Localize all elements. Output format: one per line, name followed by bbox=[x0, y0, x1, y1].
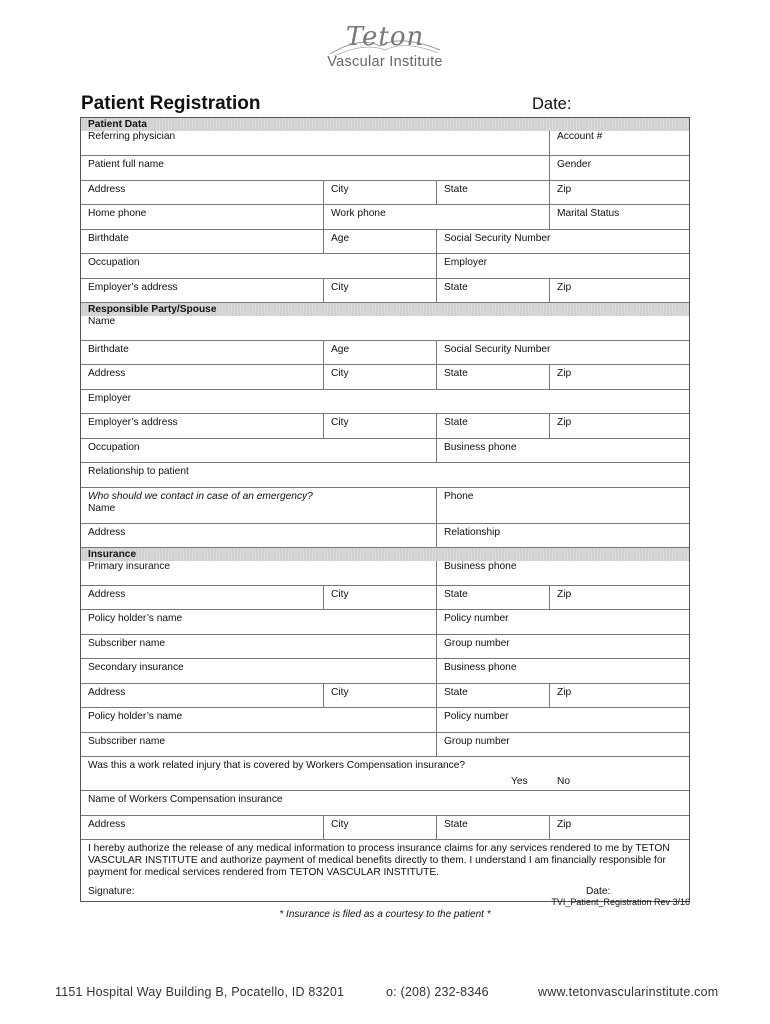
field-label: City bbox=[331, 417, 349, 428]
rp-occupation-field[interactable] bbox=[81, 439, 436, 463]
marital-status-field[interactable] bbox=[549, 205, 689, 229]
secondary-zip-field[interactable] bbox=[549, 684, 689, 708]
courtesy-note: * Insurance is filed as a courtesy to the patient * bbox=[279, 909, 491, 920]
city-field[interactable] bbox=[323, 181, 436, 205]
field-label: Group number bbox=[444, 735, 510, 747]
field-label: Relationship to patient bbox=[88, 466, 189, 477]
row-address bbox=[81, 181, 689, 206]
row-workers-comp-question bbox=[81, 757, 689, 791]
primary-policy-number-field[interactable] bbox=[436, 610, 689, 634]
secondary-group-number-field[interactable] bbox=[436, 733, 689, 757]
employer-field[interactable] bbox=[436, 254, 689, 278]
field-label: Address bbox=[88, 368, 126, 379]
field-label: Policy holder’s name bbox=[88, 613, 183, 624]
field-label: Age bbox=[331, 232, 350, 244]
teton-logo bbox=[320, 22, 450, 74]
row-occupation bbox=[81, 254, 689, 279]
rp-name-field[interactable] bbox=[81, 316, 689, 340]
secondary-policy-holder-field[interactable] bbox=[81, 708, 436, 732]
workers-comp-name-field[interactable] bbox=[81, 791, 689, 815]
field-label: City bbox=[331, 368, 349, 379]
workers-comp-question: Was this a work related injury that is covered by Workers Compensation insurance? bbox=[88, 760, 466, 771]
row-primary-insurance bbox=[81, 561, 689, 586]
primary-state-field[interactable] bbox=[436, 586, 549, 610]
secondary-city-field[interactable] bbox=[323, 684, 436, 708]
field-label: Name bbox=[88, 502, 116, 514]
field-label: State bbox=[444, 368, 468, 379]
secondary-business-phone-field[interactable] bbox=[436, 659, 689, 683]
rp-emp-zip-field[interactable] bbox=[549, 414, 689, 438]
row-workers-comp-address bbox=[81, 816, 689, 841]
rp-age-field[interactable] bbox=[323, 341, 436, 365]
rp-business-phone-field[interactable] bbox=[436, 439, 689, 463]
field-label: Name bbox=[88, 316, 116, 327]
field-label: State bbox=[444, 417, 468, 428]
field-label: Policy holder’s name bbox=[88, 711, 183, 722]
workers-comp-no-option[interactable]: No bbox=[557, 776, 571, 787]
primary-business-phone-field[interactable] bbox=[436, 561, 689, 585]
row-secondary-policy bbox=[81, 708, 689, 733]
field-label: Business phone bbox=[444, 441, 517, 453]
primary-policy-holder-field[interactable] bbox=[81, 610, 436, 634]
row-birthdate bbox=[81, 230, 689, 255]
employers-address-field[interactable] bbox=[81, 279, 323, 303]
rp-ssn-field[interactable] bbox=[436, 341, 689, 365]
row-rp-employer-address bbox=[81, 414, 689, 439]
field-label: Business phone bbox=[444, 561, 517, 572]
row-primary-subscriber bbox=[81, 635, 689, 660]
zip-field[interactable] bbox=[549, 181, 689, 205]
field-label: Policy number bbox=[444, 711, 509, 722]
field-label: Account # bbox=[557, 131, 603, 142]
primary-zip-field[interactable] bbox=[549, 586, 689, 610]
field-label: City bbox=[331, 183, 349, 195]
field-label: Patient full name bbox=[88, 159, 164, 170]
field-label: Group number bbox=[444, 637, 510, 649]
ssn-field[interactable] bbox=[436, 230, 689, 254]
field-label: City bbox=[331, 281, 349, 293]
field-label: Zip bbox=[557, 686, 572, 698]
field-label: Address bbox=[88, 183, 126, 195]
field-label: Subscriber name bbox=[88, 637, 166, 649]
referring-physician-field[interactable] bbox=[81, 131, 549, 155]
rp-city-field[interactable] bbox=[323, 365, 436, 389]
page-title: Patient Registration bbox=[81, 93, 261, 114]
age-field[interactable] bbox=[323, 230, 436, 254]
footer-phone: o: (208) 232-8346 bbox=[386, 985, 489, 999]
section-responsible-party: Responsible Party/Spouse bbox=[81, 303, 689, 316]
field-label: Relationship bbox=[444, 526, 501, 538]
header-date-label[interactable]: Date: bbox=[532, 95, 572, 113]
field-label: Occupation bbox=[88, 441, 140, 453]
rp-emp-city-field[interactable] bbox=[323, 414, 436, 438]
field-label: Age bbox=[331, 343, 350, 355]
field-label: Zip bbox=[557, 368, 572, 379]
state-field[interactable] bbox=[436, 181, 549, 205]
field-label: Address bbox=[88, 686, 126, 698]
occupation-field[interactable] bbox=[81, 254, 436, 278]
row-secondary-address bbox=[81, 684, 689, 709]
field-label: Zip bbox=[557, 183, 572, 195]
authorization-text: I hereby authorize the release of any medical information to process insurance claims for any services rendered to me by TETON VASCULAR INSTITUTE and authorize payment of medical benefits directly to them. I understand I am financially responsible for payment for medical services rendered from TETON VASCULAR INSTITUTE. bbox=[88, 843, 670, 878]
field-label: Zip bbox=[557, 588, 572, 600]
field-label: City bbox=[331, 588, 349, 600]
field-label: City bbox=[331, 686, 349, 698]
registration-form bbox=[80, 117, 690, 902]
field-label: Employer’s address bbox=[88, 281, 178, 293]
rp-employers-address-field[interactable] bbox=[81, 414, 323, 438]
rp-zip-field[interactable] bbox=[549, 365, 689, 389]
field-label: Address bbox=[88, 588, 126, 600]
field-label: Social Security Number bbox=[444, 343, 551, 355]
field-label: State bbox=[444, 281, 468, 293]
field-label: Primary insurance bbox=[88, 561, 171, 572]
gender-field[interactable] bbox=[549, 156, 689, 180]
field-label: State bbox=[444, 818, 468, 830]
field-label: Social Security Number bbox=[444, 232, 551, 244]
workers-comp-yes-option[interactable]: Yes bbox=[511, 776, 528, 787]
rp-birthdate-field[interactable] bbox=[81, 341, 323, 365]
primary-group-number-field[interactable] bbox=[436, 635, 689, 659]
city-field[interactable] bbox=[323, 279, 436, 303]
field-label: Marital Status bbox=[557, 208, 620, 219]
account-field[interactable] bbox=[549, 131, 689, 155]
patient-full-name-field[interactable] bbox=[81, 156, 549, 180]
footer-website[interactable]: www.tetonvascularinstitute.com bbox=[538, 985, 719, 999]
field-label: City bbox=[331, 818, 349, 830]
field-label: Birthdate bbox=[88, 343, 129, 355]
secondary-subscriber-field[interactable] bbox=[81, 733, 436, 757]
rp-state-field[interactable] bbox=[436, 365, 549, 389]
wc-city-field[interactable] bbox=[323, 816, 436, 840]
row-rp-birthdate bbox=[81, 341, 689, 366]
field-label: State bbox=[444, 686, 468, 698]
row-phones bbox=[81, 205, 689, 230]
row-secondary-subscriber bbox=[81, 733, 689, 758]
field-label: Employer’s address bbox=[88, 417, 178, 428]
primary-insurance-field[interactable] bbox=[81, 561, 436, 585]
emergency-address-field[interactable] bbox=[81, 524, 436, 548]
signature-label[interactable]: Signature: bbox=[88, 886, 135, 897]
row-workers-comp-name bbox=[81, 791, 689, 816]
field-label: Occupation bbox=[88, 257, 140, 268]
wc-state-field[interactable] bbox=[436, 816, 549, 840]
home-phone-field[interactable] bbox=[81, 205, 323, 229]
address-field[interactable] bbox=[81, 181, 323, 205]
workers-comp-question-field bbox=[81, 757, 689, 790]
row-primary-address bbox=[81, 586, 689, 611]
emergency-phone-field[interactable] bbox=[436, 488, 689, 523]
emergency-relationship-field[interactable] bbox=[436, 524, 689, 548]
field-label: Gender bbox=[557, 159, 591, 170]
field-label: Employer bbox=[88, 392, 132, 404]
row-secondary-insurance bbox=[81, 659, 689, 684]
wc-zip-field[interactable] bbox=[549, 816, 689, 840]
primary-city-field[interactable] bbox=[323, 586, 436, 610]
row-patient-name bbox=[81, 156, 689, 181]
footer-address: 1151 Hospital Way Building B, Pocatello, ID 83201 bbox=[55, 985, 345, 999]
section-patient-data: Patient Data bbox=[81, 118, 689, 131]
field-label: Work phone bbox=[331, 208, 386, 219]
field-label: Phone bbox=[444, 490, 474, 502]
field-label: Zip bbox=[557, 417, 572, 428]
row-rp-name bbox=[81, 316, 689, 341]
secondary-state-field[interactable] bbox=[436, 684, 549, 708]
rp-address-field[interactable] bbox=[81, 365, 323, 389]
row-referring bbox=[81, 131, 689, 156]
field-label: State bbox=[444, 183, 468, 195]
field-label: Address bbox=[88, 818, 126, 830]
field-label: Referring physician bbox=[88, 131, 176, 142]
revision-label: TVI_Patient_Registration Rev 3/16 bbox=[551, 897, 690, 907]
field-label: Address bbox=[88, 526, 126, 538]
field-label: Name of Workers Compensation insurance bbox=[88, 794, 283, 805]
field-label: Home phone bbox=[88, 208, 147, 219]
state-field[interactable] bbox=[436, 279, 549, 303]
row-emergency-contact bbox=[81, 488, 689, 524]
wc-address-field[interactable] bbox=[81, 816, 323, 840]
row-emergency-address bbox=[81, 524, 689, 549]
field-label: Secondary insurance bbox=[88, 662, 184, 673]
emergency-name-field[interactable] bbox=[81, 488, 436, 523]
logo-name: Teton bbox=[345, 22, 425, 52]
section-insurance: Insurance bbox=[81, 548, 689, 561]
field-label: State bbox=[444, 588, 468, 600]
row-rp-occupation bbox=[81, 439, 689, 464]
signature-date-label[interactable]: Date: bbox=[586, 886, 611, 897]
secondary-insurance-field[interactable] bbox=[81, 659, 436, 683]
rp-employer-field[interactable] bbox=[81, 390, 689, 414]
field-label: Zip bbox=[557, 281, 572, 293]
relationship-to-patient-field[interactable] bbox=[81, 463, 689, 487]
row-relationship-to-patient bbox=[81, 463, 689, 488]
emergency-question: Who should we contact in case of an emergency? bbox=[88, 490, 313, 502]
secondary-policy-number-field[interactable] bbox=[436, 708, 689, 732]
rp-emp-state-field[interactable] bbox=[436, 414, 549, 438]
field-label: Zip bbox=[557, 818, 572, 830]
field-label: Employer bbox=[444, 257, 488, 268]
birthdate-field[interactable] bbox=[81, 230, 323, 254]
field-label: Subscriber name bbox=[88, 735, 166, 747]
row-rp-employer bbox=[81, 390, 689, 415]
row-rp-address bbox=[81, 365, 689, 390]
primary-subscriber-field[interactable] bbox=[81, 635, 436, 659]
row-primary-policy bbox=[81, 610, 689, 635]
secondary-address-field[interactable] bbox=[81, 684, 323, 708]
row-authorization bbox=[81, 840, 689, 901]
field-label: Business phone bbox=[444, 662, 517, 673]
row-employer-address bbox=[81, 279, 689, 304]
primary-address-field[interactable] bbox=[81, 586, 323, 610]
zip-field[interactable] bbox=[549, 279, 689, 303]
field-label: Policy number bbox=[444, 613, 509, 624]
work-phone-field[interactable] bbox=[323, 205, 549, 229]
field-label: Birthdate bbox=[88, 232, 129, 244]
logo-subtitle: Vascular Institute bbox=[327, 54, 443, 70]
